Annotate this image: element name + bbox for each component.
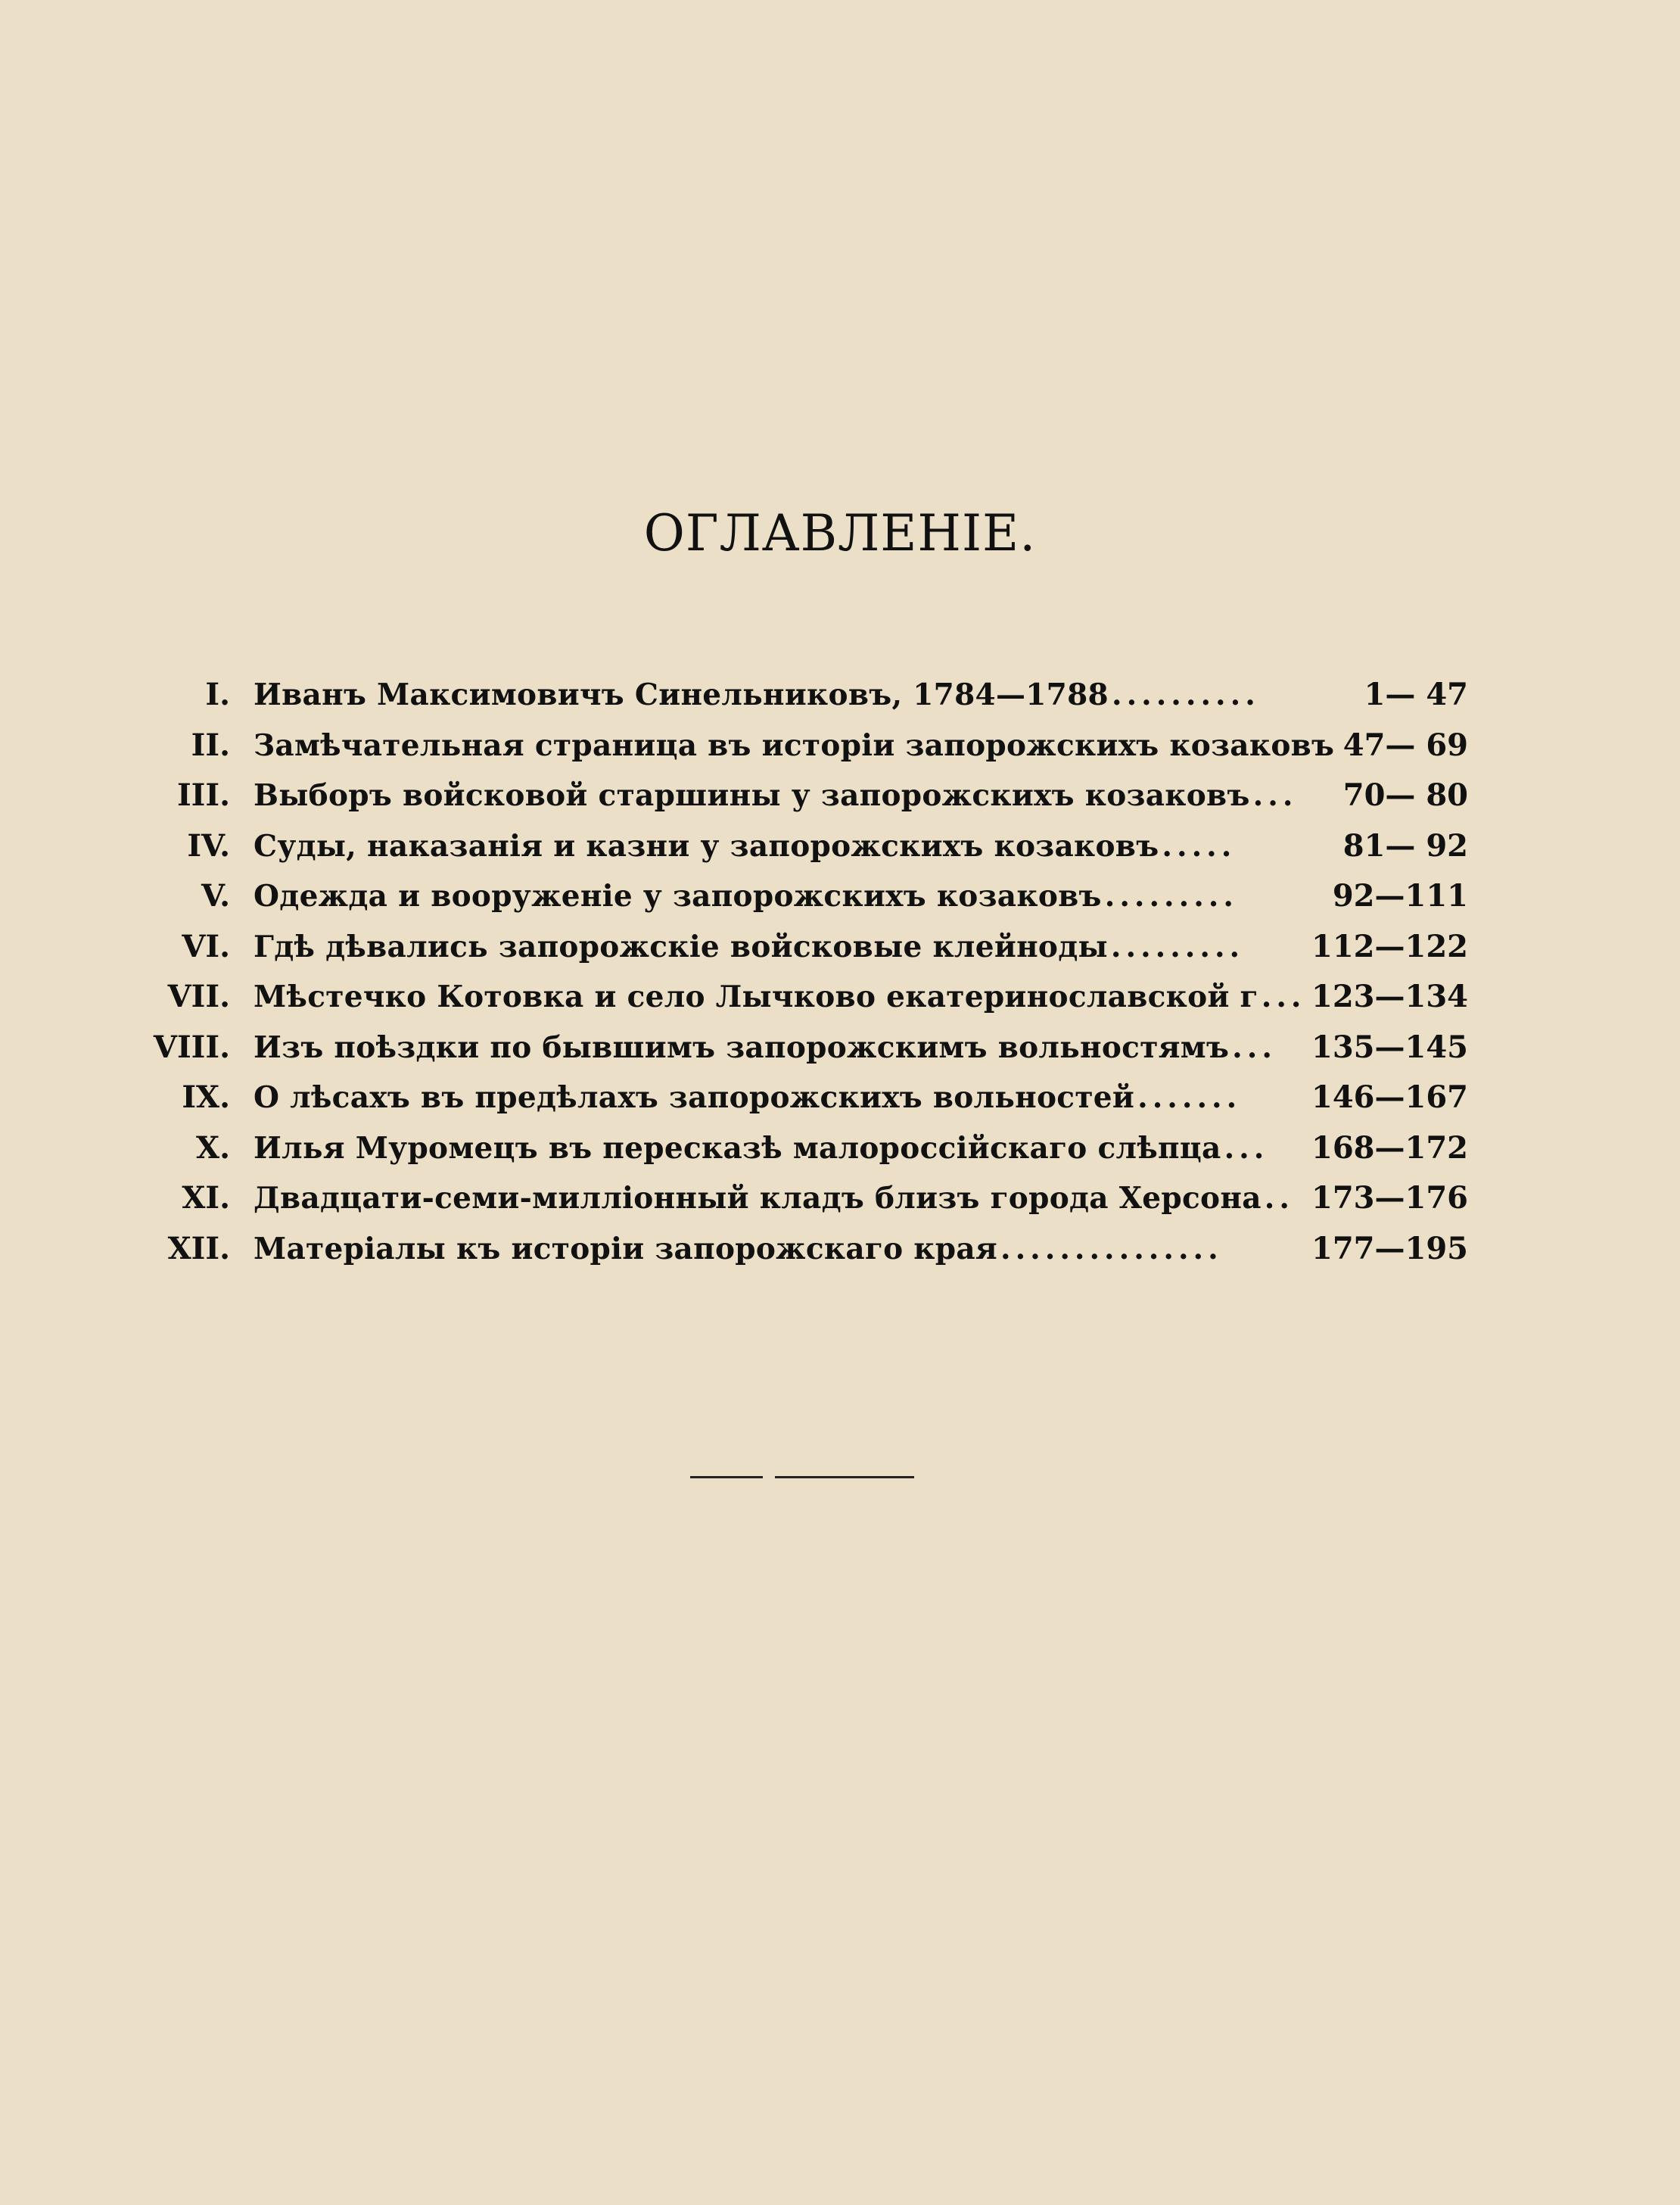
leader-dots: ... bbox=[1224, 1130, 1269, 1166]
leader-dots: ....... bbox=[1137, 1080, 1242, 1115]
leader-dots: ............... bbox=[1000, 1231, 1223, 1266]
page-range: 173—176 bbox=[1311, 1180, 1468, 1216]
toc-entry bbox=[136, 924, 1468, 975]
page-range: 168—172 bbox=[1311, 1129, 1468, 1166]
toc-entry bbox=[136, 874, 1468, 924]
chapter-title-line bbox=[254, 974, 1419, 1020]
leader-dots: ... bbox=[1252, 778, 1298, 813]
toc-entry bbox=[136, 773, 1468, 824]
toc-entry bbox=[136, 1025, 1468, 1076]
chapter-number: VIII. bbox=[153, 1029, 230, 1065]
toc-entry bbox=[136, 1176, 1468, 1226]
chapter-title: Иванъ Максимовичъ Синельниковъ, 1784—1788 bbox=[254, 677, 1109, 712]
chapter-title-line bbox=[254, 1025, 1419, 1070]
chapter-title-line bbox=[254, 1226, 1419, 1272]
leader-dots: ... bbox=[1261, 979, 1306, 1014]
chapter-number: X. bbox=[196, 1129, 230, 1166]
chapter-title: Суды, наказанiя и казни у запорожскихъ козаковъ bbox=[254, 828, 1159, 864]
page-range: 135—145 bbox=[1311, 1029, 1468, 1065]
leader-dots: .......... bbox=[1112, 677, 1260, 712]
chapter-title: Гдѣ дѣвались запорожскiе войсковые клейноды bbox=[254, 929, 1108, 964]
chapter-number: II. bbox=[191, 727, 230, 763]
chapter-title-line bbox=[254, 1126, 1419, 1171]
page-range: 47— 69 bbox=[1342, 727, 1468, 763]
leader-dots: ..... bbox=[1162, 828, 1237, 864]
page-range: 92—111 bbox=[1332, 878, 1468, 914]
chapter-number: VI. bbox=[182, 928, 230, 964]
toc-entry bbox=[136, 1226, 1468, 1277]
leader-dots: ... bbox=[1232, 1029, 1277, 1065]
leader-dots: ......... bbox=[1110, 929, 1245, 964]
chapter-title-line bbox=[254, 723, 1419, 768]
toc-entry bbox=[136, 824, 1468, 874]
chapter-title: Двадцати-семи-миллiонный кладъ близъ города Херсона bbox=[254, 1181, 1262, 1216]
toc-entry bbox=[136, 723, 1468, 774]
chapter-number: III. bbox=[176, 777, 230, 813]
leader-dots: .. bbox=[1264, 1181, 1294, 1216]
page-range: 112—122 bbox=[1311, 928, 1468, 964]
chapter-title-line bbox=[254, 773, 1419, 818]
page-range: 70— 80 bbox=[1342, 777, 1468, 813]
table-of-contents bbox=[136, 672, 1468, 1276]
chapter-title-line bbox=[254, 672, 1419, 718]
chapter-title: Изъ поѣздки по бывшимъ запорожскимъ вольностямъ bbox=[254, 1029, 1230, 1065]
page-range: 146—167 bbox=[1311, 1079, 1468, 1115]
page-range: 81— 92 bbox=[1342, 827, 1468, 864]
toc-entry bbox=[136, 1126, 1468, 1176]
chapter-title: Выборъ войсковой старшины у запорожскихъ козаковъ bbox=[254, 778, 1250, 813]
chapter-title: Илья Муромецъ въ пересказѣ малороссiйскаго слѣпца bbox=[254, 1130, 1221, 1166]
chapter-title: Мѣстечко Котовка и село Лычково екатеринославской г bbox=[254, 979, 1258, 1014]
toc-entry bbox=[136, 1075, 1468, 1126]
page-range: 177—195 bbox=[1311, 1230, 1468, 1266]
chapter-number: XII. bbox=[167, 1230, 230, 1266]
page-title: ОГЛАВЛЕНIЕ. bbox=[643, 504, 1037, 562]
chapter-number: I. bbox=[205, 677, 230, 712]
chapter-title-line bbox=[254, 1075, 1419, 1120]
chapter-title: Одежда и вооруженiе у запорожскихъ козаковъ bbox=[254, 879, 1102, 914]
chapter-number: V. bbox=[201, 878, 230, 914]
chapter-title-line bbox=[254, 874, 1419, 919]
end-rule-left bbox=[690, 1476, 763, 1478]
end-rule-right bbox=[775, 1476, 914, 1478]
toc-entry bbox=[136, 672, 1468, 723]
chapter-title: Замѣчательная страница въ исторiи запорожскихъ козаковъ bbox=[254, 727, 1335, 763]
leader-dots: ......... bbox=[1104, 879, 1238, 914]
page-range: 1— 47 bbox=[1364, 677, 1468, 712]
chapter-number: VII. bbox=[167, 979, 230, 1014]
chapter-title-line bbox=[254, 1176, 1419, 1221]
chapter-number: IX. bbox=[182, 1079, 230, 1115]
chapter-number: XI. bbox=[182, 1180, 230, 1216]
chapter-title-line bbox=[254, 824, 1419, 869]
chapter-title-line bbox=[254, 924, 1419, 970]
page-range: 123—134 bbox=[1311, 979, 1468, 1014]
chapter-title: О лѣсахъ въ предѣлахъ запорожскихъ вольностей bbox=[254, 1080, 1135, 1115]
chapter-title: Матерiалы къ исторiи запорожскаго края bbox=[254, 1231, 998, 1266]
toc-entry bbox=[136, 974, 1468, 1025]
chapter-number: IV. bbox=[187, 827, 230, 864]
